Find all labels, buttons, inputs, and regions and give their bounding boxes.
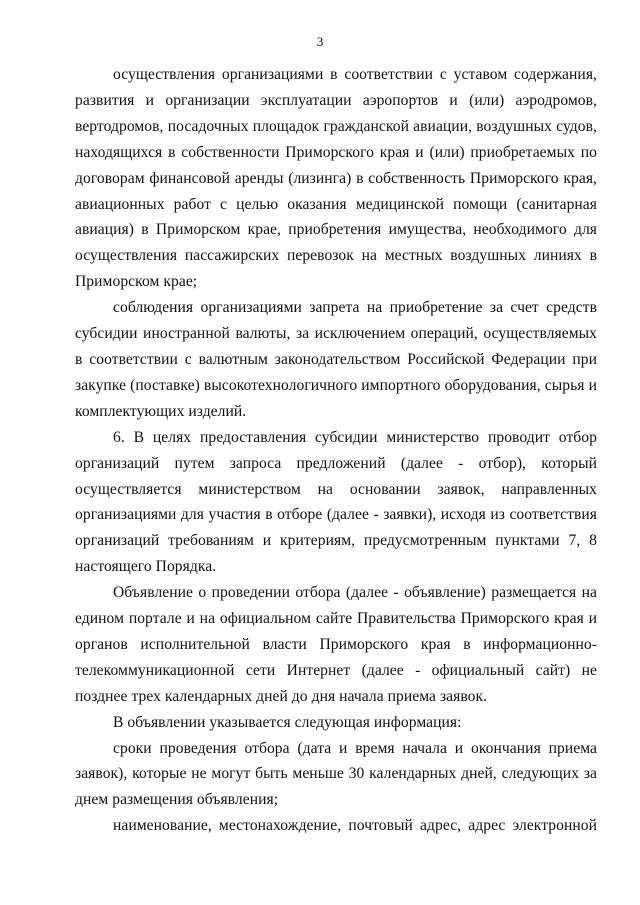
paragraph-selection-terms: сроки проведения отбора (дата и время начала и окончания приема заявок), которые не могут быть меньше 30 календарных дней, следующих за днем размещения объявления; — [75, 739, 597, 809]
paragraph-organizer-details: наименование, местонахождение, почтовый адрес, адрес электронной — [113, 817, 597, 835]
paragraph-purpose-continuation: осуществления организациями в соответствии с уставом содержания, развития и организации эксплуатации аэропортов и (или) аэродромов, вертодромов, посадочных площадок гражданской авиации, воздушных судов, находящихся в собственности Приморского края и (или) приобретаемых по договорам финансовой аренды (лизинга) в собственность Приморского края, авиационных работ с целью оказания медицинской помощи (санитарная авиация) в Приморском крае, приобретения имущества, необходимого для осуществления пассажирских перевозок на местных воздушных линиях в Приморском крае; — [75, 66, 597, 291]
paragraph-selection-procedure: 6. В целях предоставления субсидии министерство проводит отбор организаций путем запроса предложений (далее - отбор), который осуществляется министерством на основании заявок, направленных организациями для участия в отборе (далее - заявки), исходя из соответствия организаций требованиям и критериям, предусмотренным пунктами 7, 8 настоящего Порядка. — [75, 428, 597, 576]
paragraph-currency-ban: соблюдения организациями запрета на приобретение за счет средств субсидии иностранной валюты, за исключением операций, осуществляемых в соответствии с валютным законодательством Российской Федерации при закупке (поставке) высокотехнологичного импортного оборудования, сырья и комплектующих изделий. — [75, 299, 597, 420]
paragraph-announcement-contents: В объявлении указывается следующая информация: — [113, 713, 462, 731]
page-number: 3 — [316, 34, 324, 49]
document-body — [75, 62, 597, 839]
paragraph-announcement-publication: Объявление о проведении отбора (далее - объявление) размещается на едином портале и на официальном сайте Правительства Приморского края и органов исполнительной власти Приморского края в информационно-телекоммуникационной сети Интернет (далее - официальный сайт) не позднее трех календарных дней до дня начала приема заявок. — [75, 584, 597, 705]
